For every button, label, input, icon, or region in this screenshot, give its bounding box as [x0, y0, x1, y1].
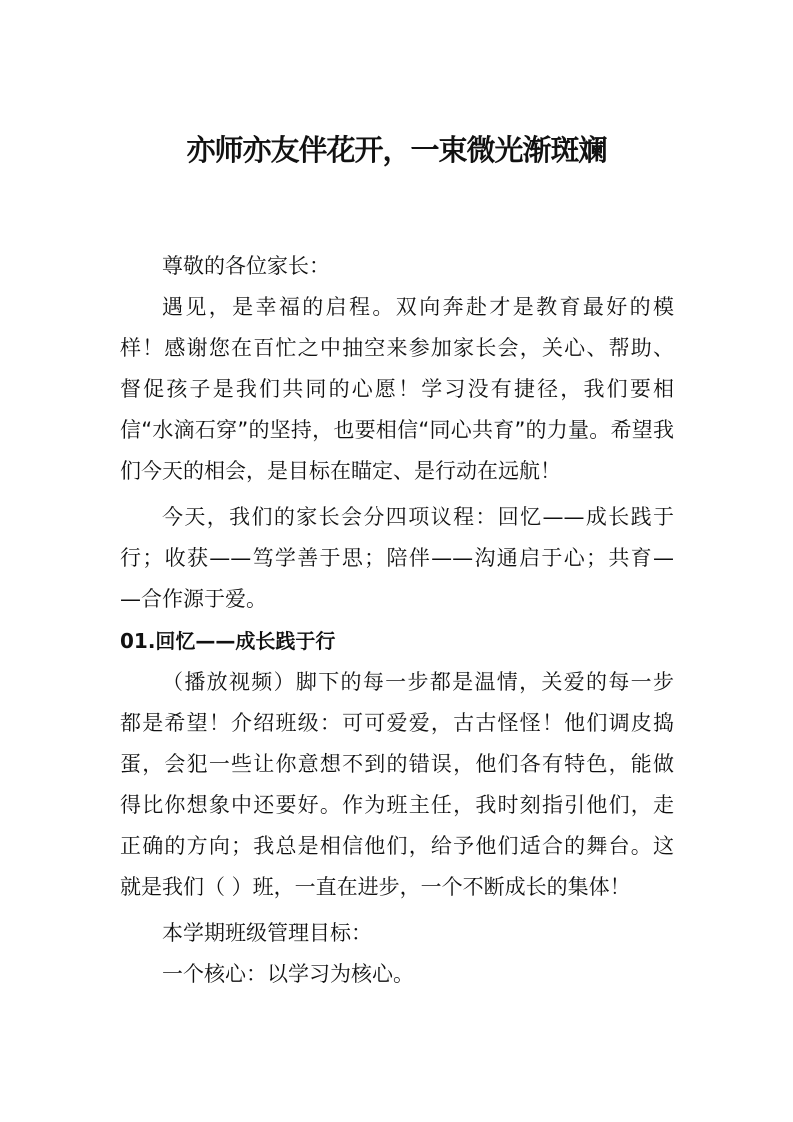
- text-line: 得比你想象中还要好。作为班主任，我时刻指引他们，走: [120, 793, 674, 817]
- paragraph-class-intro: [120, 662, 674, 908]
- text-line: 信“水滴石穿”的坚持，也要相信“同心共育”的力量。希望我: [120, 418, 674, 442]
- document-title: 亦师亦友伴花开，一束微光渐斑斓: [186, 133, 607, 167]
- text-line: 们今天的相会，是目标在瞄定、是行动在远航！: [120, 459, 561, 483]
- paragraph-agenda: [120, 497, 674, 620]
- text-line: —合作源于爱。: [120, 587, 267, 611]
- text-line: 今天，我们的家长会分四项议程：回忆——成长践于: [162, 505, 674, 529]
- text-line: 样！感谢您在百忙之中抽空来参加家长会，关心、帮助、: [120, 336, 674, 360]
- text-line: 蛋，会犯一些让你意想不到的错误，他们各有特色，能做: [120, 752, 674, 776]
- section-heading: 01.回忆——成长践于行: [120, 629, 336, 653]
- paragraph-core: 一个核心：以学习为核心。: [162, 962, 414, 986]
- greeting: 尊敬的各位家长：: [162, 254, 330, 278]
- text-line: 督促孩子是我们共同的心愿！学习没有捷径，我们要相: [120, 377, 674, 401]
- text-line: 就是我们（ ）班，一直在进步，一个不断成长的集体！: [120, 875, 631, 899]
- text-line: 正确的方向；我总是相信他们，给予他们适合的舞台。这: [120, 834, 674, 858]
- document-body: [120, 246, 674, 995]
- paragraph-welcome: [120, 287, 674, 492]
- text-line: 行；收获——笃学善于思；陪伴——沟通启于心；共育—: [120, 546, 674, 570]
- text-line: 遇见，是幸福的启程。双向奔赴才是教育最好的模: [162, 295, 674, 319]
- text-line: （播放视频）脚下的每一步都是温情，关爱的每一步: [162, 670, 674, 694]
- paragraph-goals: 本学期班级管理目标：: [162, 921, 372, 945]
- text-line: 都是希望！介绍班级：可可爱爱，古古怪怪！他们调皮捣: [120, 711, 674, 735]
